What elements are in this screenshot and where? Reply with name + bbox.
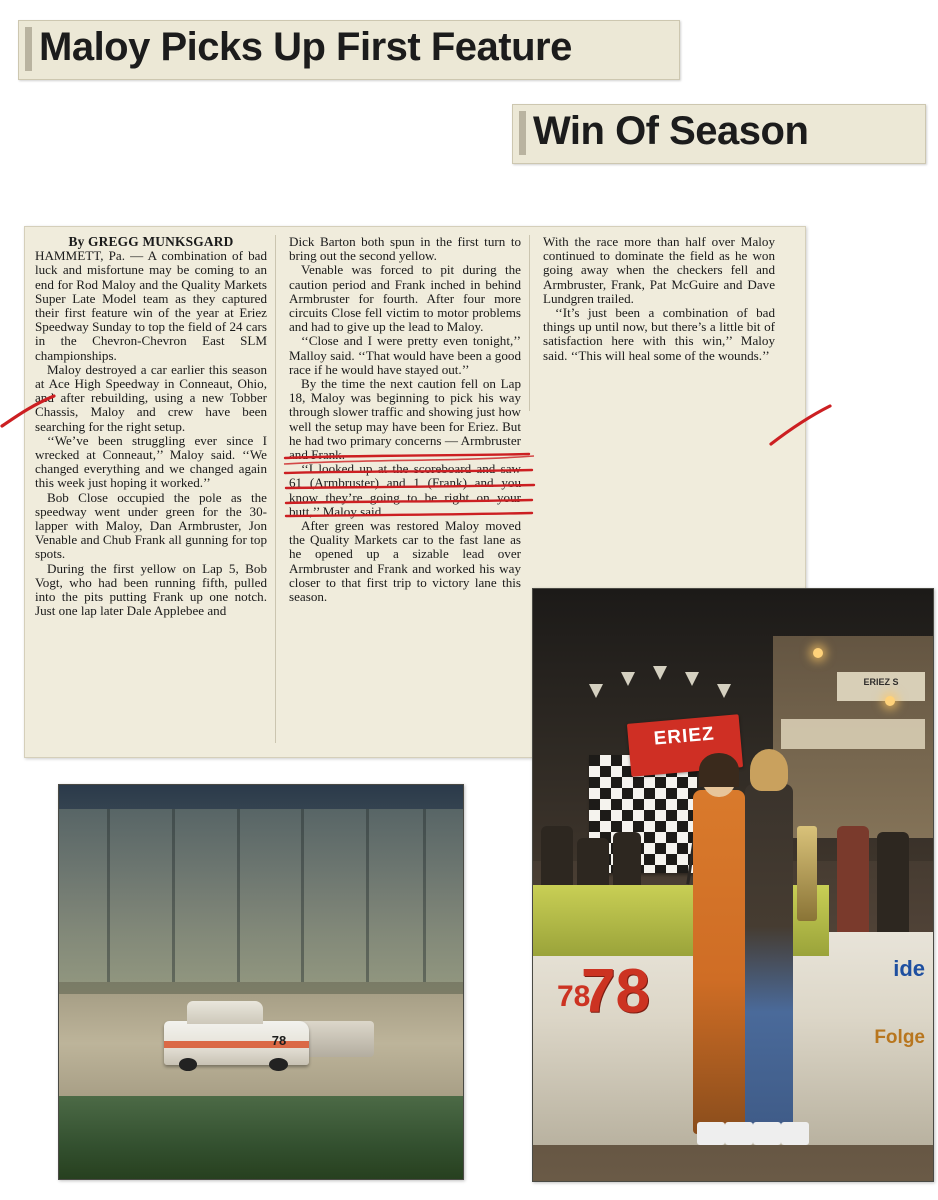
column-divider-2 — [529, 235, 530, 411]
article-paragraph: HAMMETT, Pa. — A combination of bad luck and misfortune may be coming to an end for Rod Maloy and the Quality Markets Super Late Model team as they captured their first feature win of the year at Eriez Speedway Sunday to top the field of 24 cars in the Chevron-Chevron East SLM championships. — [35, 248, 267, 363]
article-paragraph: With the race more than half over Maloy continued to dominate the field as he won going away when the checkers fell and Armbruster, Frank, Pat McGuire and Dave Lundgren trailed. — [543, 234, 775, 306]
headline-clipping-bottom — [512, 104, 926, 164]
photo-car-number: 78 — [271, 1032, 287, 1048]
article-paragraph: Bob Close occupied the pole as the speedway went under green for the 30-lapper with Maloy, Dan Armbruster, Jon Venable and Chub Frank all gunning for top spots. — [35, 489, 267, 562]
headline-line-1: Maloy Picks Up First Feature — [39, 25, 572, 69]
photo-wall-post — [423, 809, 426, 982]
article-paragraph: After green was restored Maloy moved the Quality Markets car to the fast lane as he opened up a sizable lead over Armbruster and Frank and worked his way closer to that first trip to victory lane this season. — [289, 518, 521, 605]
photo-driver-hair — [699, 753, 739, 787]
clipping-edge-mark-2 — [519, 111, 526, 155]
photo-sponsor-decal-1: ide — [893, 956, 925, 982]
photo-car-number: 78 — [581, 957, 650, 1027]
photo-shoe — [725, 1122, 753, 1146]
article-paragraph: ‘‘Close and I were pretty even tonight,’’ Malloy said. ‘‘That would have been a good race if he would have stayed out.’’ — [289, 333, 521, 377]
photo-trophy-girl-hair — [750, 749, 788, 792]
photo-car-stripe — [164, 1041, 309, 1048]
article-paragraph-annotated: By the time the next caution fell on Lap 18, Maloy was beginning to pick his way through slower traffic and showing just how well the setup may have been for Eriez. But he had two primary concerns — Armbruster and Frank. — [289, 376, 521, 463]
photo-shoe — [753, 1122, 781, 1146]
photo-back-wall — [59, 809, 463, 982]
article-paragraph: ‘‘It’s just been a combination of bad things up until now, but there’s a little bit of satisfaction here with this win,’’ Maloy said. ‘‘This will heal some of the wounds.’’ — [543, 305, 775, 363]
photo-wall-post — [172, 809, 175, 982]
photo-pennant — [685, 672, 699, 686]
article-paragraph: During the first yellow on Lap 5, Bob Vogt, who had been running fifth, pulled into the pits putting Frank up one notch. Just one lap later Dale Applebee and — [35, 560, 267, 619]
photo-hauler-stripe — [781, 719, 925, 749]
photo-car-wheel — [179, 1058, 198, 1071]
photo-sponsor-decal-2: Folge — [874, 1027, 925, 1049]
headline-line-2: Win Of Season — [533, 109, 809, 153]
article-column-2 — [289, 235, 521, 745]
photo-car-number-small: 78 — [557, 979, 591, 1013]
photo-track-sign — [837, 672, 925, 702]
article-paragraph: ‘‘We’ve been struggling ever since I wrecked at Conneaut,’’ Maloy said. ‘‘We changed everything and we changed again this week just hoping it worked.’’ — [35, 432, 267, 491]
photo-stadium-light — [885, 696, 895, 706]
article-paragraph: ‘‘I looked up at the scoreboard and saw 61 (Armbruster) and 1 (Frank) and you know they’re going to be right on your butt,’’ Maloy said. — [289, 461, 521, 519]
photo-shoe — [697, 1122, 725, 1146]
photo-race-car-on-track — [58, 784, 464, 1180]
photo-pennant — [621, 672, 635, 686]
article-byline: By GREGG MUNKSGARD — [68, 234, 234, 249]
photo-eriez-banner-text: ERIEZ — [652, 723, 716, 750]
photo-shoe — [781, 1122, 809, 1146]
photo-track-sign-text: ERIEZ S — [863, 676, 899, 687]
article-paragraph: Dick Barton both spun in the first turn to bring out the second yellow. — [289, 234, 521, 264]
photo-infield-grass — [59, 1096, 463, 1179]
photo-wall-post — [107, 809, 110, 982]
clipping-edge-mark — [25, 27, 32, 71]
photo-victory-lane — [532, 588, 934, 1182]
photo-pennant — [653, 666, 667, 680]
photo-car-wheel — [269, 1058, 288, 1071]
photo-trophy-girl — [745, 784, 793, 1139]
article-paragraph: Venable was forced to pit during the caution period and Frank inched in behind Armbruster for fourth. After four more circuits Close fell victim to motor problems and had to give up the lead to Maloy. — [289, 262, 521, 335]
photo-trophy — [797, 826, 817, 921]
photo-wall-post — [366, 809, 369, 982]
photo-pennant — [589, 684, 603, 698]
photo-pennant — [717, 684, 731, 698]
photo-car-roof — [187, 1001, 263, 1024]
photo-driver — [693, 790, 745, 1133]
column-divider-1 — [275, 235, 276, 743]
article-column-1 — [35, 235, 267, 749]
photo-wall-post — [301, 809, 304, 982]
photo-wall-post — [237, 809, 240, 982]
article-column-3 — [543, 235, 775, 415]
photo-race-car — [164, 1021, 309, 1064]
article-paragraph: Maloy destroyed a car earlier this season at Ace High Speedway in Conneaut, Ohio, and after rebuilding, using a new Tobber Chassis, Maloy and crew have been searching for the right setup. — [35, 361, 267, 434]
headline-clipping-top — [18, 20, 680, 80]
